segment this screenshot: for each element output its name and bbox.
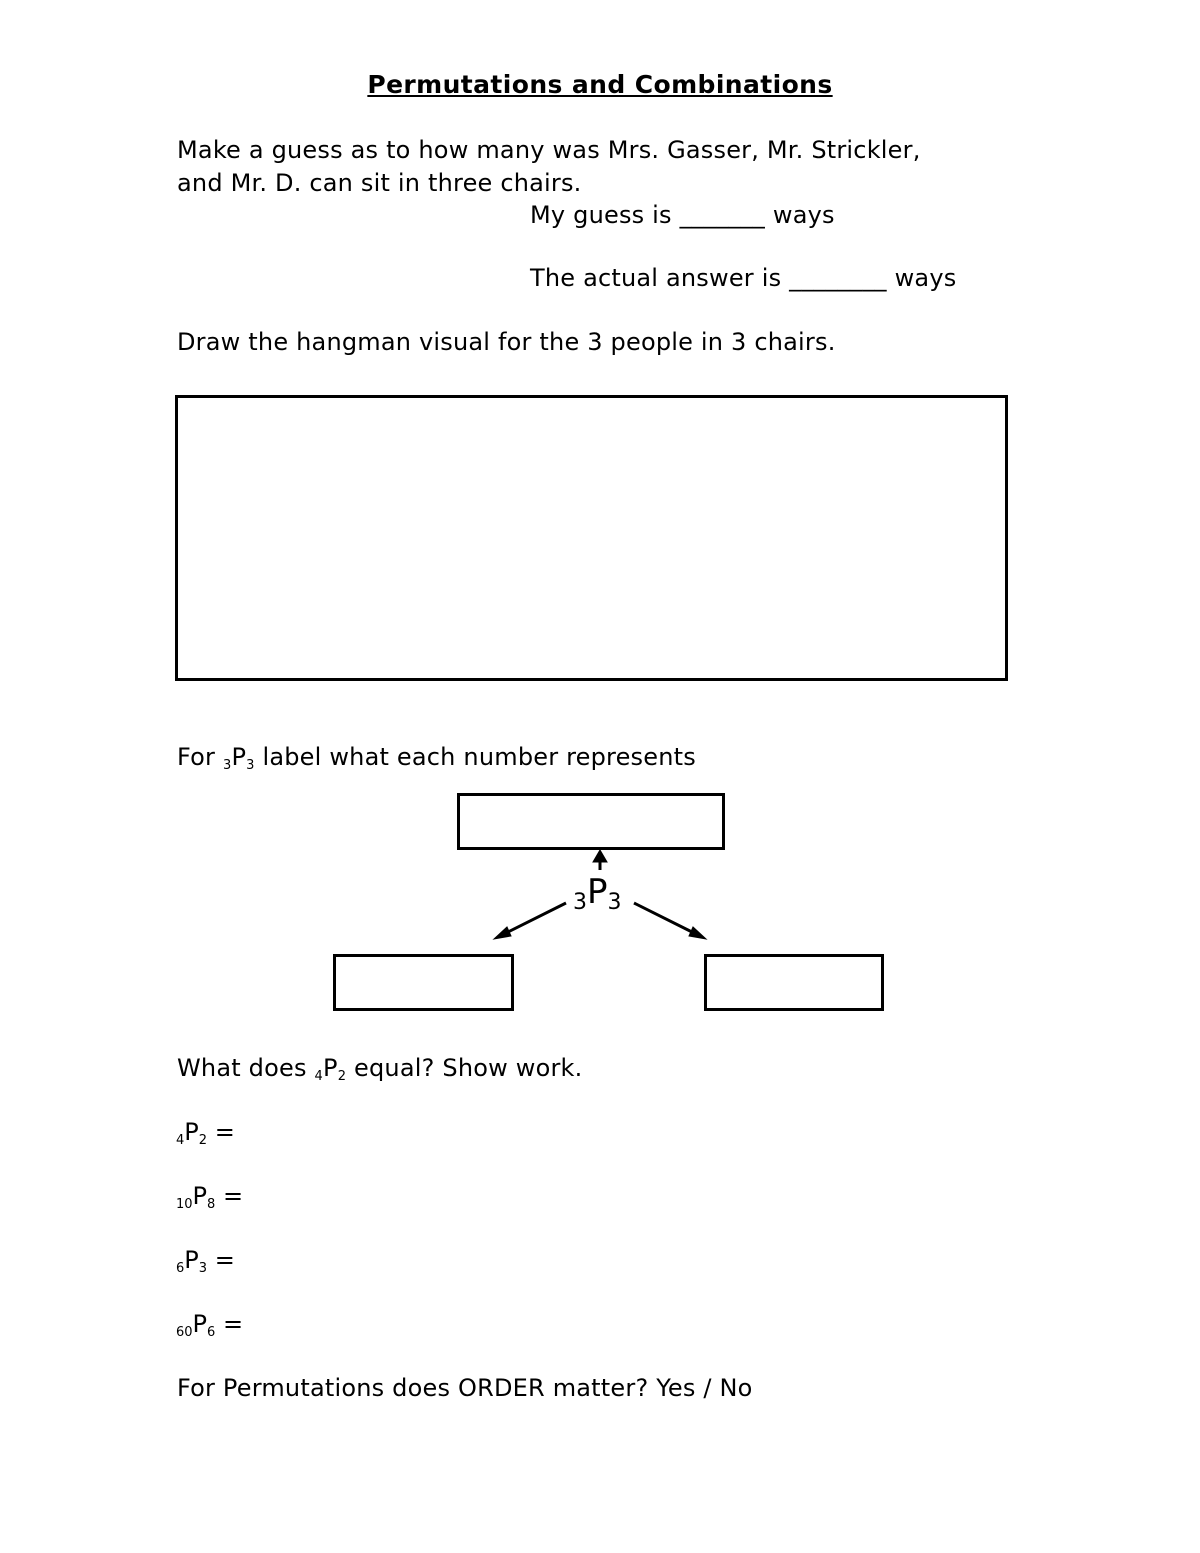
actual-suffix: ways	[894, 264, 957, 292]
equation-equals: =	[214, 1246, 235, 1274]
arrow-left-line	[504, 903, 566, 934]
label-prompt-post-sub: 3	[246, 758, 255, 773]
question-suffix: equal? Show work.	[354, 1054, 583, 1082]
equation-post-sub: 6	[207, 1325, 216, 1340]
arrow-right-head	[689, 927, 706, 939]
equation-pre-sub: 60	[176, 1325, 193, 1340]
diagram-pre-sub: 3	[573, 890, 587, 915]
arrow-up-head	[593, 850, 607, 862]
diagram-letter: P	[587, 872, 608, 912]
equation-pre-sub: 10	[176, 1197, 193, 1212]
arrow-left-head	[494, 927, 511, 939]
equation-letter: P	[184, 1118, 199, 1146]
equation-letter: P	[192, 1310, 208, 1338]
guess-suffix: ways	[772, 201, 835, 229]
diagram-post-sub: 3	[607, 890, 622, 915]
equation-post-sub: 2	[198, 1133, 208, 1148]
equation-equals: =	[222, 1310, 244, 1338]
actual-prefix: The actual answer is	[530, 264, 782, 292]
label-prompt-prefix: For	[177, 743, 216, 771]
guess-blank[interactable]: _______	[679, 201, 766, 229]
actual-blank[interactable]: ________	[789, 264, 887, 292]
arrow-right-line	[634, 903, 696, 934]
question-prefix: What does	[177, 1054, 307, 1082]
equation-row	[176, 1310, 243, 1338]
equation-letter: P	[192, 1182, 208, 1210]
question-pre-sub: 4	[314, 1069, 324, 1084]
page-title: Permutations and Combinations	[367, 70, 833, 99]
equation-row	[176, 1118, 235, 1146]
question-line	[177, 1052, 582, 1089]
intro-line-2: and Mr. D. can sit in three chairs.	[177, 169, 582, 197]
intro-line-1: Make a guess as to how many was Mrs. Gasser, Mr. Strickler,	[177, 136, 921, 164]
question-post-sub: 2	[337, 1069, 347, 1084]
diagram-permutation	[573, 872, 622, 915]
label-prompt-pre-sub: 3	[222, 758, 232, 773]
guess-prefix: My guess is	[530, 201, 672, 229]
hangman-prompt: Draw the hangman visual for the 3 people in 3 chairs.	[177, 328, 836, 356]
equation-post-sub: 3	[198, 1261, 208, 1276]
question-letter: P	[323, 1054, 338, 1082]
label-prompt-suffix: label what each number represents	[262, 743, 696, 771]
equation-row	[176, 1246, 235, 1274]
equation-pre-sub: 6	[176, 1261, 185, 1276]
equation-post-sub: 8	[207, 1197, 216, 1212]
equation-pre-sub: 4	[176, 1133, 185, 1148]
equation-letter: P	[184, 1246, 199, 1274]
order-question: For Permutations does ORDER matter? Yes / No	[177, 1374, 753, 1402]
equation-row	[176, 1182, 243, 1210]
label-prompt-letter: P	[231, 743, 247, 771]
equation-equals: =	[214, 1118, 235, 1146]
equation-equals: =	[222, 1182, 244, 1210]
